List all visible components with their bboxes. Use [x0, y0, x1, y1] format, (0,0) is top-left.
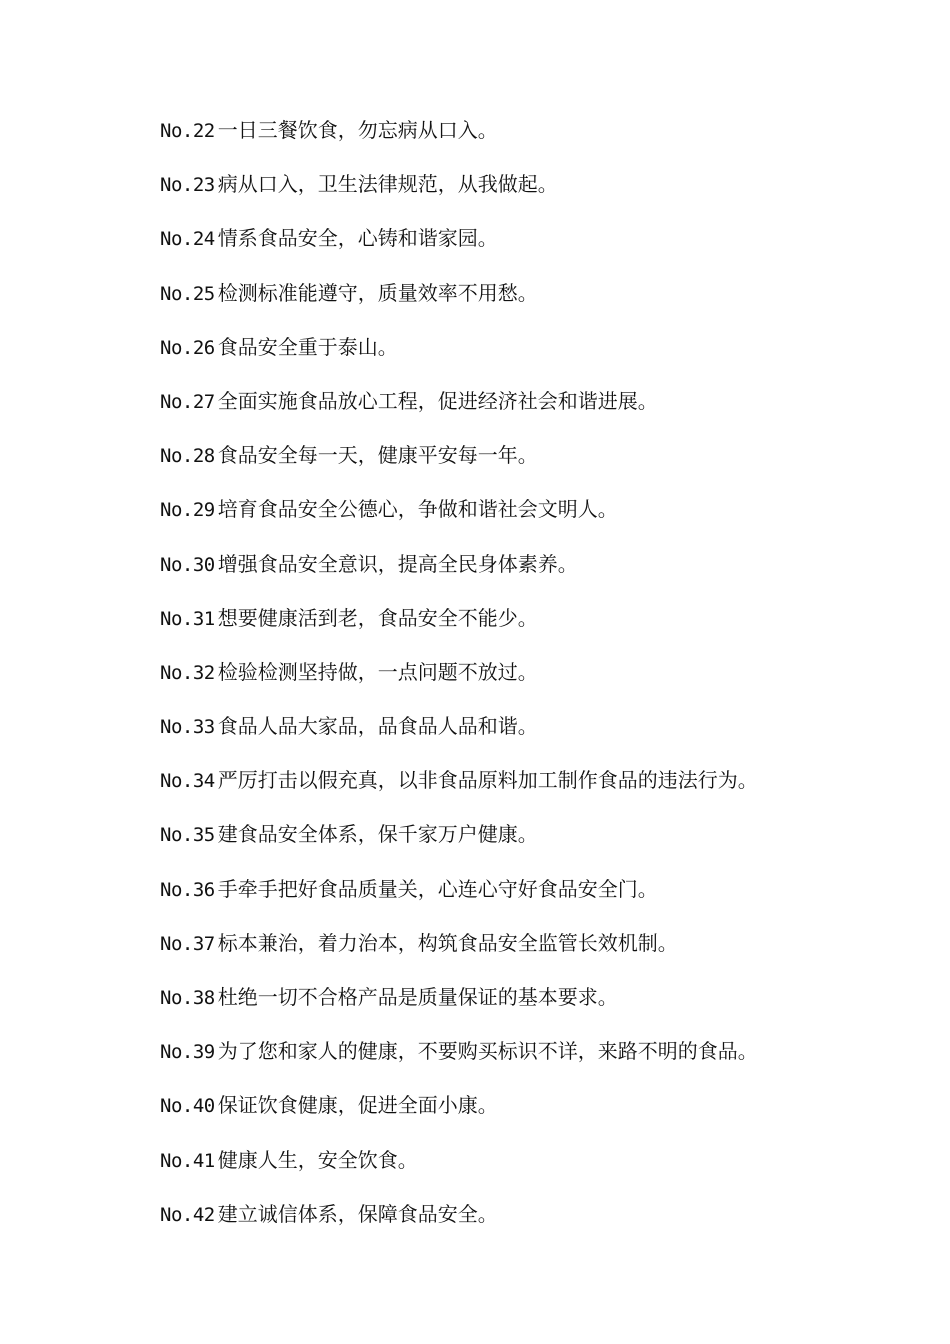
slogan-text: 检验检测坚持做，一点问题不放过。 — [217, 659, 538, 684]
slogan-item — [160, 604, 900, 658]
slogan-item — [160, 1146, 900, 1200]
slogan-number: No.29 — [160, 499, 215, 522]
slogan-item — [160, 116, 900, 170]
slogan-text: 一日三餐饮食，勿忘病从口入。 — [217, 118, 498, 142]
slogan-number: No.41 — [160, 1149, 215, 1172]
slogan-number: No.40 — [160, 1095, 215, 1118]
slogan-text: 手牵手把好食品质量关，心连心守好食品安全门。 — [217, 876, 658, 901]
slogan-text: 增强食品安全意识，提高全民身体素养。 — [217, 551, 578, 576]
slogan-number: No.37 — [160, 932, 215, 955]
slogan-number: No.27 — [160, 390, 215, 413]
slogan-item — [160, 1037, 900, 1091]
slogan-number: No.26 — [160, 336, 215, 359]
slogan-item — [160, 712, 900, 766]
slogan-text: 全面实施食品放心工程，促进经济社会和谐进展。 — [217, 388, 658, 413]
slogan-text: 食品安全重于泰山。 — [217, 334, 398, 359]
slogan-text: 建立诚信体系，保障食品安全。 — [217, 1201, 498, 1226]
slogan-number: No.33 — [160, 716, 215, 739]
slogan-text: 杜绝一切不合格产品是质量保证的基本要求。 — [217, 985, 618, 1009]
slogan-text: 情系食品安全，心铸和谐家园。 — [217, 226, 498, 251]
slogan-number: No.34 — [160, 770, 215, 793]
slogan-number: No.35 — [160, 824, 215, 847]
slogan-item — [160, 279, 900, 333]
slogan-number: No.30 — [160, 553, 215, 576]
slogan-number: No.39 — [160, 1041, 215, 1064]
slogan-item — [160, 983, 900, 1037]
slogan-text: 病从口入，卫生法律规范，从我做起。 — [217, 172, 558, 197]
slogan-number: No.23 — [160, 174, 215, 197]
slogan-text: 食品人品大家品，品食品人品和谐。 — [217, 714, 538, 739]
slogan-number: No.31 — [160, 607, 215, 630]
slogan-number: No.42 — [160, 1203, 215, 1226]
slogan-text: 严厉打击以假充真，以非食品原料加工制作食品的违法行为。 — [217, 768, 758, 793]
slogan-item — [160, 1200, 900, 1254]
slogan-text: 为了您和家人的健康，不要购买标识不详，来路不明的食品。 — [217, 1039, 758, 1064]
slogan-item — [160, 820, 900, 874]
slogan-number: No.25 — [160, 282, 215, 305]
slogan-item — [160, 929, 900, 983]
slogan-text: 培育食品安全公德心，争做和谐社会文明人。 — [217, 497, 618, 522]
slogan-item — [160, 224, 900, 278]
slogan-text: 食品安全每一天，健康平安每一年。 — [217, 443, 538, 468]
slogan-item — [160, 550, 900, 604]
slogan-number: No.36 — [160, 878, 215, 901]
slogan-number: No.22 — [160, 120, 215, 142]
slogan-item — [160, 658, 900, 712]
slogan-number: No.24 — [160, 228, 215, 251]
slogan-item — [160, 387, 900, 441]
slogan-item — [160, 441, 900, 495]
slogan-number: No.28 — [160, 445, 215, 468]
slogan-text: 标本兼治，着力治本，构筑食品安全监管长效机制。 — [217, 930, 678, 955]
slogan-text: 保证饮食健康，促进全面小康。 — [217, 1093, 498, 1118]
slogan-text: 检测标准能遵守，质量效率不用愁。 — [217, 280, 538, 305]
slogan-item — [160, 333, 900, 387]
slogan-item — [160, 875, 900, 929]
slogan-number: No.32 — [160, 661, 215, 684]
slogan-list — [160, 116, 900, 1254]
slogan-item — [160, 1091, 900, 1145]
slogan-number: No.38 — [160, 987, 215, 1009]
slogan-text: 健康人生，安全饮食。 — [217, 1147, 418, 1172]
slogan-item — [160, 495, 900, 549]
slogan-item — [160, 766, 900, 820]
slogan-text: 想要健康活到老，食品安全不能少。 — [217, 605, 538, 630]
slogan-item — [160, 170, 900, 224]
slogan-text: 建食品安全体系，保千家万户健康。 — [217, 822, 538, 847]
